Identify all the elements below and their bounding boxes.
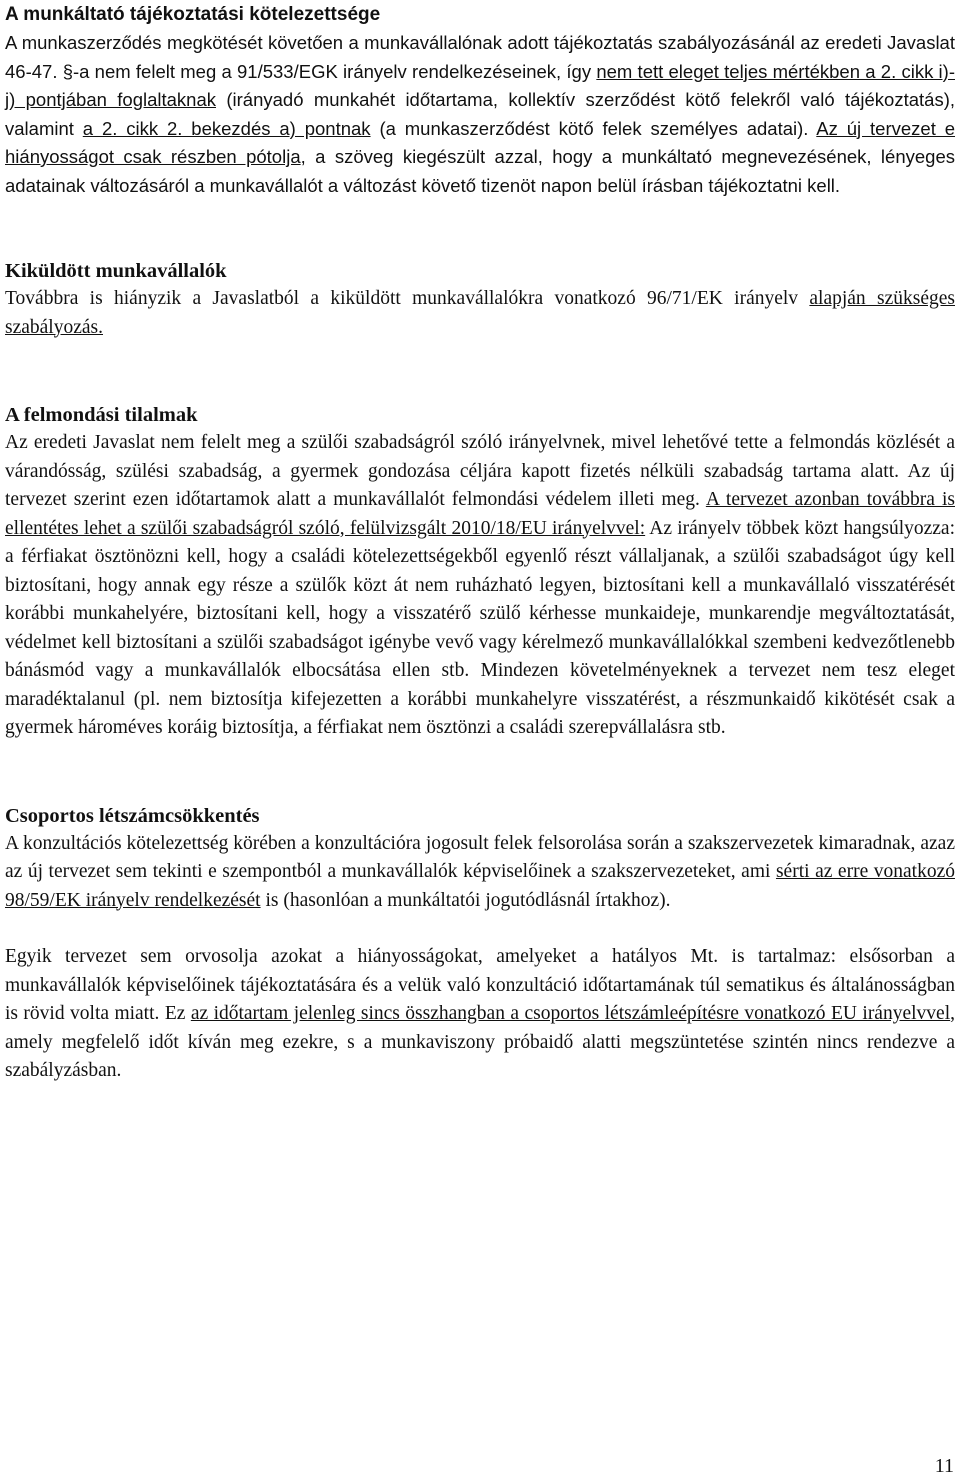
section-title-posted-workers: Kiküldött munkavállalók <box>5 260 227 282</box>
underlined-text: alapján szükséges szabályozás. <box>5 288 955 338</box>
paragraph-collective-redundancy-1 <box>5 830 955 916</box>
text-run: , amely megfelelő időt kíván meg ezekre, s a munkaviszony próbaidő alatti megszüntetése szintén nincs rendezve a szabályzásban. <box>5 1003 955 1081</box>
section-title-collective-redundancy: Csoportos létszámcsökkentés <box>5 804 260 827</box>
underlined-text: Az új tervezet e hiányosságot csak részben pótolja <box>5 117 956 167</box>
text-run: A konzultációs kötelezettség körében a konzultációra jogosult felek felsorolása során a szakszervezetek kimaradnak, azaz az új tervezet sem tekinti e szempontból a munkavállalók képviselőinek a szakszervezeteket, ami <box>5 832 955 882</box>
document-page <box>5 0 955 1086</box>
text-run: , a szöveg kiegészült azzal, hogy a munkáltató megnevezésének, lényeges adatainak változásáról a munkavállalót a változást követő tizenöt napon belül írásban tájékoztatni kell. <box>5 146 955 196</box>
underlined-text: az időtartam jelenleg sincs összhangban a csoportos létszámleépítésre vonatkozó EU irányelvvel <box>190 1003 951 1024</box>
underlined-text: nem tett eleget teljes mértékben a 2. cikk i)-j) pontjában foglaltaknak <box>5 60 955 110</box>
text-run: is (hasonlóan a munkáltatói jogutódlásnál írtakhoz). <box>260 889 671 911</box>
spacer <box>5 915 955 943</box>
text-run: A munkaszerződés megkötését követően a munkavállalónak adott tájékoztatás szabályozásánál az eredeti Javaslat 46-47. §-a nem felelt meg a 91/533/EGK irányelv rendelkezéseinek, így <box>5 32 955 82</box>
paragraph-collective-redundancy-2 <box>5 943 955 1086</box>
section-title-employer-information: A munkáltató tájékoztatási kötelezettsége <box>5 4 381 25</box>
underlined-text: A tervezet azonban továbbra is ellentétes lehet a szülői szabadságról szóló, felülvizsgált 2010/18/EU irányelvvel: <box>5 489 955 539</box>
underlined-text: sérti az erre vonatkozó 98/59/EK irányelv rendelkezését <box>5 861 955 911</box>
paragraph-posted-workers <box>5 285 955 342</box>
section-title-dismissal-prohibitions: A felmondási tilalmak <box>5 404 198 426</box>
text-run: Az eredeti Javaslat nem felelt meg a szülői szabadságról szóló irányelvnek, mivel lehetővé tette a felmondás közlését a várandósság, szülési szabadság, a gyermek gondozása céljára kapott fizetés nélküli szabadság tartama alatt. Az új tervezet szerint ezen időtartamok alatt a munkavállalót felmondási védelem illeti meg. <box>5 432 955 510</box>
underlined-text: a 2. cikk 2. bekezdés a) pontnak <box>82 117 371 139</box>
text-run: (irányadó munkahét időtartama, kollektív szerződést kötő felekről való tájékoztatás), valamint <box>5 89 955 139</box>
spacer <box>5 342 955 400</box>
text-run: Az irányelv többek közt hangsúlyozza: a férfiakat ösztönözni kell, hogy a családi kötelezettségekből egyenlő részt vállaljanak, a szülői szabadságot úgy kell biztosítani, hogy annak egy része a szülők közt át nem ruházható legyen, biztosítani kell a munkavállaló visszatérését korábbi munkahelyére, biztosítani kell, hogy a visszatérő szülő kérhesse munkaideje, munkarendje megváltoztatását, védelmet kell biztosítani a szülői szabadságot igénybe vevő vagy kérelmező munkavállalókkal szembeni kedvezőtlenebb bánásmód vagy a munkavállalók elbocsátása ellen stb. Mindezen követelményeknek a tervezet nem tesz eleget maradéktalanul (pl. nem biztosítja kifejezetten a korábbi munkahelyre visszatérést, a részmunkaidő kikötését csak a gyermek hároméves koráig biztosítja, a férfiakat nem ösztönzi a családi szerepvállalásra stb. <box>5 517 955 738</box>
paragraph-dismissal-prohibitions <box>5 429 955 743</box>
paragraph-employer-information <box>5 29 955 200</box>
text-run: Továbbra is hiányzik a Javaslatból a kiküldött munkavállalókra vonatkozó 96/71/EK irányelv <box>5 288 810 309</box>
text-run: (a munkaszerződést kötő felek személyes adatai). <box>370 117 817 139</box>
spacer <box>5 200 955 256</box>
page-number: 11 <box>934 1455 954 1477</box>
spacer <box>5 743 955 801</box>
text-run: Egyik tervezet sem orvosolja azokat a hiányosságokat, amelyeket a hatályos Mt. is tartalmaz: elsősorban a munkavállalók képviselőinek tájékoztatására és a velük való konzultáció időtartamának túl sematikus és általánosságban is rövid volta miatt. Ez <box>5 946 955 1024</box>
